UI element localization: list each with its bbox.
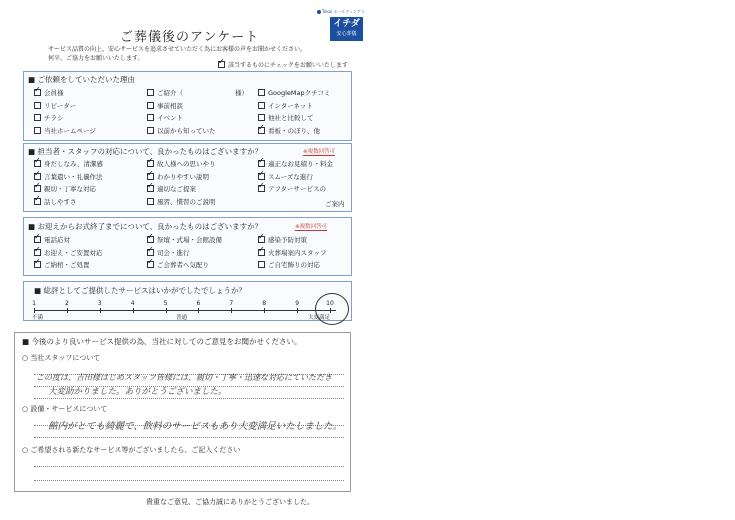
scale-tick xyxy=(264,308,265,313)
q1-option[interactable] xyxy=(147,88,248,97)
q1-option[interactable] xyxy=(147,113,183,122)
q4-title: ■ 総評としてご提供したサービスはいかがでしたでしょうか？ xyxy=(34,286,246,295)
checkbox-icon[interactable] xyxy=(147,114,154,121)
q1-option[interactable] xyxy=(34,88,64,97)
checkbox-icon[interactable] xyxy=(34,89,41,96)
dotted-line xyxy=(34,466,344,467)
scale-tick xyxy=(166,308,167,313)
logo-dot-icon xyxy=(317,10,321,14)
checkbox-icon[interactable] xyxy=(34,236,41,243)
checkbox-icon[interactable] xyxy=(258,173,265,180)
logo-sub: 安心葬儀 xyxy=(336,31,357,37)
scale-tick xyxy=(231,308,232,313)
q2-option[interactable] xyxy=(258,172,313,181)
q2-title-text: 担当者・スタッフの対応について、良かったものはございますか？ xyxy=(37,147,263,156)
scale-label-mid: 普通 xyxy=(176,315,188,321)
q1-option-label: ご紹介（ 様） xyxy=(157,89,248,97)
scale-number[interactable]: 4 xyxy=(130,300,135,307)
q3-option[interactable] xyxy=(34,235,70,244)
q1-option-label: 看板・のぼり、他 xyxy=(268,126,320,135)
q1-option-label: イベント xyxy=(157,114,183,122)
q1-option[interactable] xyxy=(34,113,64,122)
scale-tick xyxy=(133,308,134,313)
q2-option[interactable] xyxy=(34,197,77,206)
q1-option[interactable] xyxy=(34,101,76,110)
q2-option-label: 身だしなみ、清潔感 xyxy=(44,160,103,168)
checkbox-icon[interactable] xyxy=(147,127,154,134)
q1-option-label: GoogleMapクチコミ xyxy=(268,89,331,97)
checkbox-icon[interactable] xyxy=(258,236,265,243)
logo-main: イチダ xyxy=(333,19,360,29)
scale-number[interactable]: 7 xyxy=(229,300,234,307)
q1-option-label: 当社ホームページ xyxy=(44,126,96,135)
dotted-line xyxy=(34,480,344,481)
scale-number[interactable]: 1 xyxy=(32,300,36,307)
checkbox-icon[interactable] xyxy=(147,261,154,268)
q2-option[interactable] xyxy=(258,184,326,193)
q3-option[interactable] xyxy=(34,248,103,257)
q1-title-text: ご依頼をしていただいた理由 xyxy=(37,75,135,84)
q2-option-label: 適切なご提案 xyxy=(157,185,196,193)
q2-option-label: 風習、慣習のご説明 xyxy=(157,197,216,206)
checkbox-icon[interactable] xyxy=(258,249,265,256)
q2-option[interactable] xyxy=(147,184,196,193)
q3-option-label: 祭壇・式場・会館設備 xyxy=(157,236,222,244)
checkbox-icon[interactable] xyxy=(147,198,154,205)
checkbox-icon[interactable] xyxy=(147,89,154,96)
page-title: ご葬儀後のアンケート xyxy=(120,30,260,45)
q1-option-label: リピーター xyxy=(44,101,77,110)
q1-option-label: インターネット xyxy=(268,101,313,110)
q3-option-label: 司会・進行 xyxy=(157,248,190,257)
dotted-line xyxy=(34,398,344,399)
q2-option-label: 親切・丁寧な対応 xyxy=(44,185,96,193)
q1-option[interactable] xyxy=(147,101,183,110)
feedback-request-label-text: ご希望される新たなサービス等がございましたら、ご記入ください xyxy=(30,446,241,454)
q2-option[interactable] xyxy=(34,172,103,181)
checkbox-icon[interactable] xyxy=(34,261,41,268)
q2-option-label: わかりやすい説明 xyxy=(157,172,209,181)
q3-multi-note: ※複数回答可 xyxy=(295,224,328,230)
q3-option-label: ご自宅飾りの対応 xyxy=(268,261,320,269)
scale-number[interactable]: 8 xyxy=(262,300,267,307)
q2-option-label: 言葉遣い・礼儀作法 xyxy=(44,172,103,181)
checkbox-icon[interactable] xyxy=(34,173,41,180)
thanks-footer: 貴重なご意見、ご協力誠にありがとうございました。 xyxy=(146,498,314,506)
q2-option-label: アフターサービスの xyxy=(268,185,327,193)
checkbox-icon[interactable] xyxy=(147,160,154,167)
scale-tick xyxy=(198,308,199,313)
q3-title-text: お迎えからお式終了までについて、良かったものはございますか？ xyxy=(37,222,263,231)
feedback-title: ■ 今後のより良いサービス提供の為、当社に対してのご意見をお聞かせください。 xyxy=(22,337,302,346)
q2-multi-note: ※複数回答可 xyxy=(303,149,336,155)
q1-option[interactable] xyxy=(258,113,314,122)
q3-option[interactable] xyxy=(147,260,209,269)
q1-option[interactable] xyxy=(258,126,320,135)
scale-number[interactable]: 6 xyxy=(196,300,201,307)
q2-option[interactable] xyxy=(147,197,216,206)
q1-option-label: 以前から知っていた xyxy=(157,126,216,135)
q2-continuation: ご案内 xyxy=(325,200,345,208)
intro-line-2: 何卒、ご協力をお願いいたします。 xyxy=(48,55,144,62)
checkbox-icon[interactable] xyxy=(147,185,154,192)
checkbox-icon[interactable] xyxy=(34,185,41,192)
checkbox-icon[interactable] xyxy=(34,102,41,109)
q2-title: ■ 担当者・スタッフの対応について、良かったものはございますか？ xyxy=(28,147,263,156)
q2-option[interactable] xyxy=(34,159,103,168)
scale-tick xyxy=(100,308,101,313)
q1-title: ■ ご依頼をしていただいた理由 xyxy=(28,75,135,84)
logo-caption xyxy=(317,9,365,15)
scale-line xyxy=(34,310,336,311)
q3-option-label: ご納棺・ご処置 xyxy=(44,261,90,269)
q1-option[interactable] xyxy=(34,126,96,135)
logo-caption-text: Tokai ホールディングス xyxy=(322,9,365,14)
dotted-line xyxy=(34,437,344,438)
q3-option[interactable] xyxy=(258,248,327,257)
q3-option[interactable] xyxy=(147,248,190,257)
scale-number[interactable]: 10 xyxy=(326,300,334,307)
feedback-title-text: 今後のより良いサービス提供の為、当社に対してのご意見をお聞かせください。 xyxy=(31,337,302,346)
scale-number[interactable]: 3 xyxy=(97,300,102,307)
q3-option-label: 感染予防対策 xyxy=(268,236,307,244)
checkbox-icon[interactable] xyxy=(147,102,154,109)
checkbox-icon[interactable] xyxy=(34,198,41,205)
checkbox-icon[interactable] xyxy=(258,261,265,268)
feedback-staff-label-text: 当社スタッフについて xyxy=(30,354,101,362)
q4-title-text: 総評としてご提供したサービスはいかがでしたでしょうか？ xyxy=(43,286,246,295)
q1-option[interactable] xyxy=(147,126,216,135)
handwritten-staff-line-2: 大変助かりました。ありがとうございました。 xyxy=(48,387,227,397)
q3-option-label: ご会葬者へ気配り xyxy=(157,261,209,269)
q2-option[interactable] xyxy=(147,172,209,181)
q2-option-label: スムーズな進行 xyxy=(268,172,313,181)
q2-option-label: 故人様への思いやり xyxy=(157,160,216,168)
check-note-icon xyxy=(218,61,225,68)
q1-option-label: チラシ xyxy=(44,114,64,122)
feedback-staff-label: ○ 当社スタッフについて xyxy=(22,354,101,362)
q3-option-label: お迎え・ご安置対応 xyxy=(44,248,103,257)
q3-option[interactable] xyxy=(258,260,320,269)
feedback-request-label: ○ ご希望される新たなサービス等がございましたら、ご記入ください xyxy=(22,446,241,454)
q2-option[interactable] xyxy=(258,159,333,168)
q2-option-label: 適正なお見積り・料金 xyxy=(268,160,333,168)
checkbox-icon[interactable] xyxy=(34,114,41,121)
q3-option[interactable] xyxy=(147,235,222,244)
q2-option[interactable] xyxy=(34,184,96,193)
check-note-text: 該当するものにチェックをお願いいたします xyxy=(228,62,348,69)
q1-option[interactable] xyxy=(258,101,313,110)
q1-option[interactable] xyxy=(258,88,330,97)
scale-label-high: 大変満足 xyxy=(308,315,331,321)
q3-option[interactable] xyxy=(258,235,307,244)
checkbox-icon[interactable] xyxy=(258,127,265,134)
feedback-facility-label-text: 設備・サービスについて xyxy=(30,405,108,413)
checkbox-icon[interactable] xyxy=(34,160,41,167)
checkbox-icon[interactable] xyxy=(147,173,154,180)
checkbox-icon[interactable] xyxy=(34,249,41,256)
q2-option-label: 話しやすさ xyxy=(44,197,77,206)
checkbox-icon[interactable] xyxy=(258,89,265,96)
checkbox-icon[interactable] xyxy=(258,114,265,121)
scale-label-low: 不満 xyxy=(32,315,44,321)
handwritten-facility-line: 館内がとても綺麗で、飲料のサービスもあり大変満足いたしました。 xyxy=(48,421,343,432)
check-note xyxy=(218,60,348,69)
company-logo xyxy=(330,17,363,41)
scale-tick xyxy=(67,308,68,313)
scale-number[interactable]: 2 xyxy=(64,300,69,307)
q3-option[interactable] xyxy=(34,260,90,269)
scale-tick xyxy=(297,308,298,313)
q3-option-label: 電話応対 xyxy=(44,236,70,244)
q1-option-label: 事前相談 xyxy=(157,101,183,110)
checkbox-icon[interactable] xyxy=(258,160,265,167)
checkbox-icon[interactable] xyxy=(258,102,265,109)
feedback-facility-label: ○ 設備・サービスについて xyxy=(22,405,108,413)
intro-line-1: サービス品質の向上、安心サービスを追求させていただく為にお客様の声をお聞かせください。 xyxy=(48,46,307,53)
scale-number[interactable]: 9 xyxy=(295,300,300,307)
q3-title: ■ お迎えからお式終了までについて、良かったものはございますか？ xyxy=(28,222,263,231)
checkbox-icon[interactable] xyxy=(258,185,265,192)
q2-option[interactable] xyxy=(147,159,216,168)
handwritten-staff-line-1: この度は、吉田様はじめスタッフ皆様には、親切・丁寧・迅速な対応にていただき xyxy=(36,373,332,382)
checkbox-icon[interactable] xyxy=(147,236,154,243)
checkbox-icon[interactable] xyxy=(147,249,154,256)
q3-option-label: 火葬場案内スタッフ xyxy=(268,248,327,257)
checkbox-icon[interactable] xyxy=(34,127,41,134)
q1-option-label: 会員様 xyxy=(44,89,64,97)
scale-number[interactable]: 5 xyxy=(163,300,168,307)
q1-option-label: 他社と比較して xyxy=(268,114,314,122)
